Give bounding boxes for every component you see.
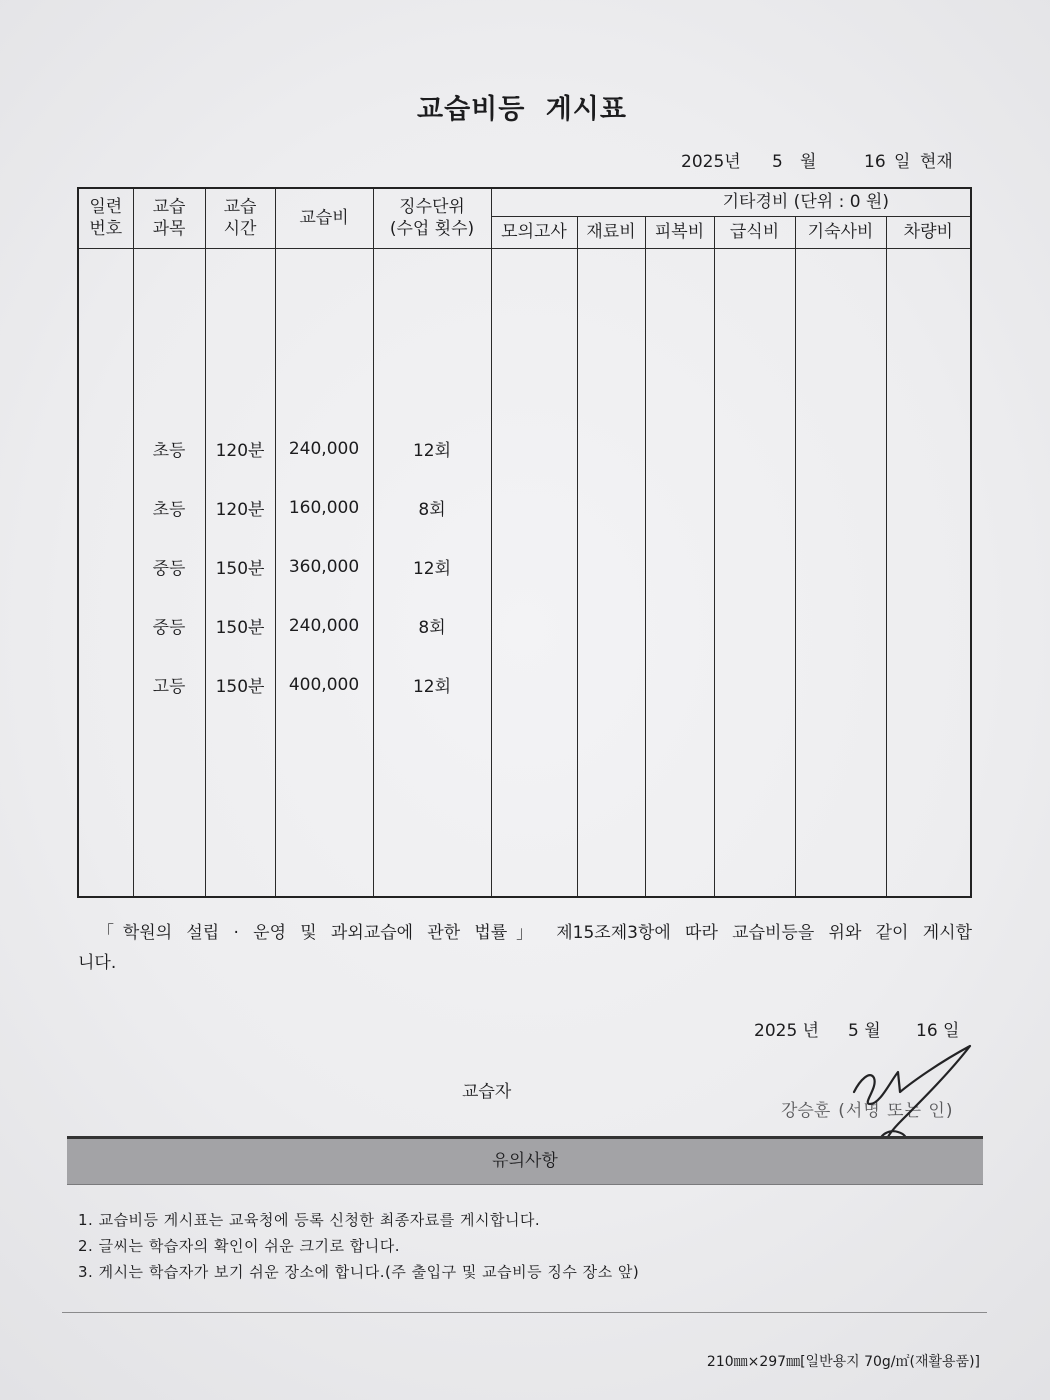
header-material-fee: 재료비 [577,216,645,248]
empty-cell [275,248,373,419]
material-fee-cell [577,537,645,596]
vehicle-fee-cell [886,537,971,596]
serial-number-cell [78,419,133,478]
subject-cell: 초등 [133,419,205,478]
subject-cell: 초등 [133,478,205,537]
meal-fee-cell [714,537,795,596]
empty-cell [491,248,577,419]
vehicle-fee-cell [886,419,971,478]
header-line: 과목 [152,219,186,240]
uniform-fee-cell [645,419,714,478]
mock-exam-fee-cell [491,655,577,714]
meal-fee-cell [714,478,795,537]
note-item: 2. 글씨는 학습자의 확인이 쉬운 크기로 합니다. [78,1237,401,1255]
empty-cell [577,714,645,897]
duration-cell: 150분 [205,537,275,596]
header-vehicle-fee: 차량비 [886,216,971,248]
as-of-suffix: 현재 [920,152,953,172]
empty-cell [645,714,714,897]
subject-cell: 고등 [133,655,205,714]
empty-cell [78,248,133,419]
material-fee-cell [577,419,645,478]
material-fee-cell [577,655,645,714]
dormitory-fee-cell [795,537,886,596]
fee-cell: 400,000 [275,655,373,714]
table-row [78,478,971,537]
duration-cell: 150분 [205,596,275,655]
paper-spec: 210㎜×297㎜[일반용지 70g/㎡(재활용품)] [706,1354,980,1370]
serial-number-cell [78,655,133,714]
header-line: 징수단위 [399,197,465,218]
fee-cell: 160,000 [275,478,373,537]
billing-unit-cell: 8회 [373,596,491,655]
signer-name: 강승훈 [781,1101,831,1121]
header-subject [133,188,205,248]
table-row [78,596,971,655]
signing-day: 16 일 [916,1021,960,1041]
uniform-fee-cell [645,596,714,655]
notes-heading: 유의사항 [492,1151,558,1171]
header-lesson-duration [205,188,275,248]
material-fee-cell [577,596,645,655]
duration-cell: 150분 [205,655,275,714]
empty-cell [133,248,205,419]
mock-exam-fee-cell [491,478,577,537]
empty-cell [795,714,886,897]
serial-number-cell [78,596,133,655]
header-line: 시간 [223,219,257,240]
header-line: 교습 [152,197,186,218]
empty-cell [714,714,795,897]
as-of-year: 2025년 [681,152,741,172]
signing-month: 5 월 [848,1021,881,1041]
material-fee-cell [577,478,645,537]
fee-table [77,187,972,898]
header-billing-unit [373,188,491,248]
empty-cell [275,714,373,897]
document-title: 교습비등 게시표 [417,94,627,125]
header-serial-number [78,188,133,248]
empty-cell [373,714,491,897]
header-uniform-fee: 피복비 [645,216,714,248]
meal-fee-cell [714,419,795,478]
header-row-main [78,188,971,216]
empty-cell [78,714,133,897]
vehicle-fee-cell [886,655,971,714]
empty-cell [133,714,205,897]
instructor-label: 교습자 [462,1082,512,1102]
header-tuition-fee: 교습비 [275,188,373,248]
mock-exam-fee-cell [491,596,577,655]
serial-number-cell [78,478,133,537]
empty-cell [886,714,971,897]
mock-exam-fee-cell [491,537,577,596]
uniform-fee-cell [645,478,714,537]
fee-cell: 240,000 [275,419,373,478]
table-body-spacer-bottom [78,714,971,897]
legal-notice-line-2: 니다. [78,953,117,973]
empty-cell [577,248,645,419]
empty-cell [886,248,971,419]
dormitory-fee-cell [795,419,886,478]
header-line: 교습 [223,197,257,218]
duration-cell: 120분 [205,478,275,537]
empty-cell [205,248,275,419]
fee-cell: 360,000 [275,537,373,596]
serial-number-cell [78,537,133,596]
uniform-fee-cell [645,537,714,596]
legal-notice-line-1: 「학원의 설립 · 운영 및 과외교습에 관한 법률」 제15조제3항에 따라 교습비등을 위와 같이 게시합 [97,923,972,943]
billing-unit-cell: 8회 [373,478,491,537]
fee-cell: 240,000 [275,596,373,655]
as-of-day: 16 [864,152,886,172]
header-dormitory-fee: 기숙사비 [795,216,886,248]
billing-unit-cell: 12회 [373,537,491,596]
subject-cell: 중등 [133,537,205,596]
as-of-month-unit: 월 [800,152,817,172]
header-line: 일련 [89,197,123,218]
vehicle-fee-cell [886,596,971,655]
mock-exam-fee-cell [491,419,577,478]
dormitory-fee-cell [795,478,886,537]
header-mock-exam-fee: 모의고사 [491,216,577,248]
empty-cell [491,714,577,897]
as-of-day-unit: 일 [894,152,911,172]
table-row [78,419,971,478]
empty-cell [373,248,491,419]
note-item: 3. 게시는 학습자가 보기 쉬운 장소에 합니다.(주 출입구 및 교습비등 징수 장소 앞) [78,1263,640,1281]
empty-cell [795,248,886,419]
header-meal-fee: 급식비 [714,216,795,248]
notes-heading-bar [67,1139,983,1185]
table-body-spacer-top [78,248,971,419]
meal-fee-cell [714,596,795,655]
billing-unit-cell: 12회 [373,655,491,714]
header-other-expenses: 기타경비 (단위 : 0 원) [491,188,971,216]
uniform-fee-cell [645,655,714,714]
empty-cell [205,714,275,897]
dormitory-fee-cell [795,655,886,714]
signature-hint: (서명 또는 인) [838,1101,954,1121]
subject-cell: 중등 [133,596,205,655]
meal-fee-cell [714,655,795,714]
section-divider-thin [62,1312,987,1313]
duration-cell: 120분 [205,419,275,478]
vehicle-fee-cell [886,478,971,537]
header-line: 번호 [89,219,123,240]
header-line: (수업 횟수) [389,219,475,240]
dormitory-fee-cell [795,596,886,655]
billing-unit-cell: 12회 [373,419,491,478]
signing-year: 2025 년 [754,1021,820,1041]
note-item: 1. 교습비등 게시표는 교육청에 등록 신청한 최종자료를 게시합니다. [78,1211,541,1229]
table-row [78,537,971,596]
table-row [78,655,971,714]
empty-cell [714,248,795,419]
empty-cell [645,248,714,419]
as-of-month: 5 [772,152,783,172]
